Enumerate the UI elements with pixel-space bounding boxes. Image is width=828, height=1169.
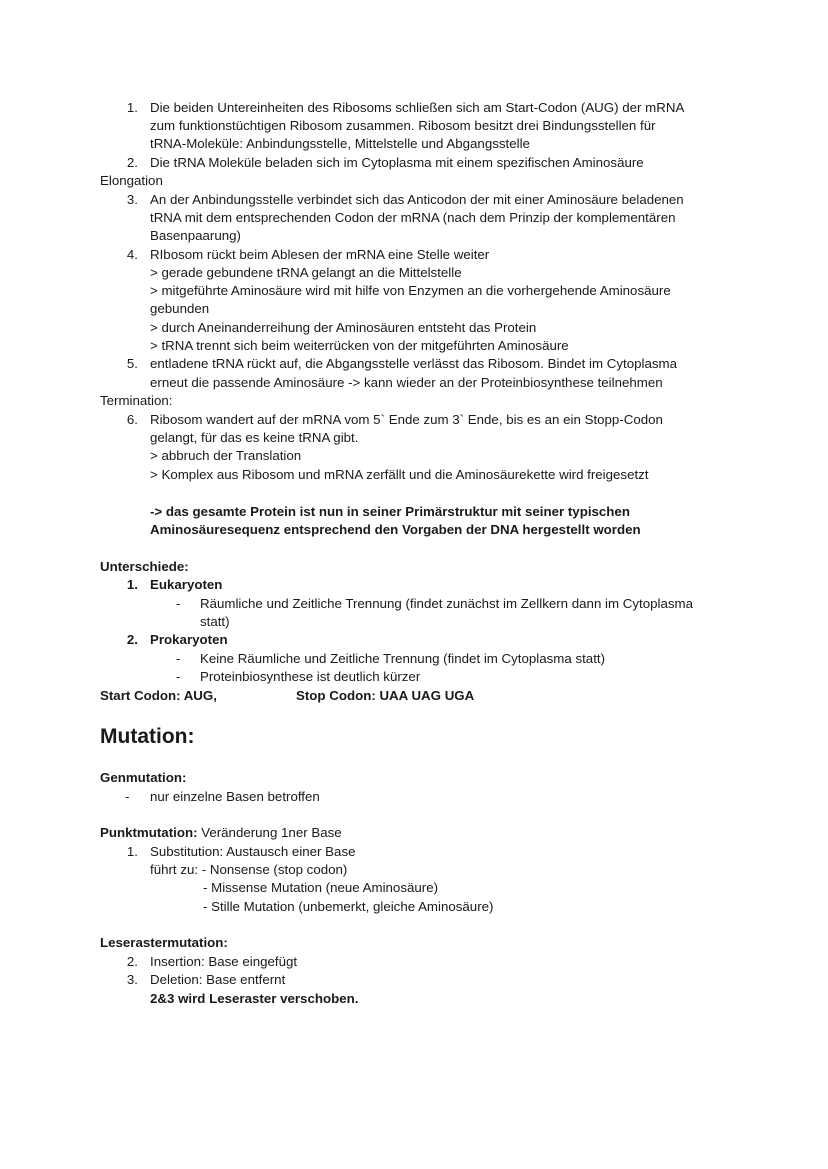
- list-text: RIbosom rückt beim Ablesen der mRNA eine Stelle weiter: [150, 247, 490, 262]
- list-text: zum funktionstüchtigen Ribosom zusammen. Ribosom besitzt drei Bindungsstellen für: [150, 118, 656, 133]
- stop-codon: Stop Codon: UAA UAG UGA: [296, 688, 475, 703]
- elongation-heading: Elongation: [100, 173, 163, 188]
- list-text: > gerade gebundene tRNA gelangt an die Mittelstelle: [150, 265, 462, 280]
- list-text: > abbruch der Translation: [150, 448, 302, 463]
- termination-heading: Termination:: [100, 393, 173, 408]
- list-number: 2.: [126, 954, 138, 969]
- list-text: statt): [200, 614, 230, 629]
- list-text: Die tRNA Moleküle beladen sich im Cytoplasma mit einem spezifischen Aminosäure: [150, 155, 644, 170]
- punktmutation-line: [100, 824, 342, 842]
- punktmutation-label: Punktmutation:: [100, 825, 198, 840]
- conclusion-text: Aminosäuresequenz entsprechend den Vorgaben der DNA hergestellt worden: [150, 522, 641, 537]
- list-text: > tRNA trennt sich beim weiterrücken von der mitgeführten Aminosäure: [150, 338, 569, 353]
- unterschiede-heading: Unterschiede:: [100, 559, 189, 574]
- list-number: 3.: [126, 972, 138, 987]
- list-text: Die beiden Untereinheiten des Ribosoms schließen sich am Start-Codon (AUG) der mRNA: [150, 100, 685, 115]
- list-text: Insertion: Base eingefügt: [150, 954, 298, 969]
- list-number: 4.: [126, 247, 138, 262]
- list-text: erneut die passende Aminosäure -> kann wieder an der Proteinbiosynthese teilnehmen: [150, 375, 663, 390]
- eukaryoten-label: Eukaryoten: [150, 577, 223, 592]
- list-text: tRNA-Moleküle: Anbindungsstelle, Mittelstelle und Abgangsstelle: [150, 136, 530, 151]
- list-text: nur einzelne Basen betroffen: [150, 789, 320, 804]
- list-text: führt zu: - Nonsense (stop codon): [150, 862, 348, 877]
- punktmutation-text: Veränderung 1ner Base: [197, 825, 342, 840]
- list-text: > durch Aneinanderreihung der Aminosäuren entsteht das Protein: [150, 320, 537, 335]
- list-text: Räumliche und Zeitliche Trennung (findet zunächst im Zellkern dann im Cytoplasma: [200, 596, 693, 611]
- list-text: gebunden: [150, 301, 210, 316]
- list-text: Keine Räumliche und Zeitliche Trennung (findet im Cytoplasma statt): [200, 651, 606, 666]
- list-number: 6.: [126, 412, 138, 427]
- dash-bullet: -: [176, 596, 181, 611]
- list-text: An der Anbindungsstelle verbindet sich das Anticodon der mit einer Aminosäure beladenen: [150, 192, 684, 207]
- dash-bullet: -: [125, 789, 130, 804]
- list-number: 2.: [126, 155, 138, 170]
- list-text: Basenpaarung): [150, 228, 241, 243]
- list-text: Substitution: Austausch einer Base: [150, 844, 356, 859]
- list-text: gelangt, für das es keine tRNA gibt.: [150, 430, 359, 445]
- list-text: Proteinbiosynthese ist deutlich kürzer: [200, 669, 421, 684]
- list-number: 2.: [126, 632, 138, 647]
- list-number: 5.: [126, 356, 138, 371]
- list-text: Ribosom wandert auf der mRNA vom 5` Ende zum 3` Ende, bis es an ein Stopp-Codon: [150, 412, 663, 427]
- list-text: > Komplex aus Ribosom und mRNA zerfällt und die Aminosäurekette wird freigesetzt: [150, 467, 649, 482]
- start-codon: Start Codon: AUG,: [100, 688, 217, 703]
- list-number: 1.: [126, 577, 138, 592]
- list-text: - Stille Mutation (unbemerkt, gleiche Aminosäure): [203, 899, 494, 914]
- list-number: 1.: [126, 844, 138, 859]
- list-number: 1.: [126, 100, 138, 115]
- list-text: entladene tRNA rückt auf, die Abgangsstelle verlässt das Ribosom. Bindet im Cytoplasma: [150, 356, 677, 371]
- list-number: 3.: [126, 192, 138, 207]
- dash-bullet: -: [176, 651, 181, 666]
- genmutation-heading: Genmutation:: [100, 770, 187, 785]
- leseraster-note: 2&3 wird Leseraster verschoben.: [150, 991, 359, 1006]
- list-text: Deletion: Base entfernt: [150, 972, 286, 987]
- mutation-title: Mutation:: [100, 725, 195, 748]
- list-text: > mitgeführte Aminosäure wird mit hilfe von Enzymen an die vorhergehende Aminosäure: [150, 283, 671, 298]
- prokaryoten-label: Prokaryoten: [150, 632, 228, 647]
- list-text: - Missense Mutation (neue Aminosäure): [203, 880, 439, 895]
- dash-bullet: -: [176, 669, 181, 684]
- leseraster-heading: Leserastermutation:: [100, 935, 228, 950]
- conclusion-text: -> das gesamte Protein ist nun in seiner Primärstruktur mit seiner typischen: [150, 504, 630, 519]
- list-text: tRNA mit dem entsprechenden Codon der mRNA (nach dem Prinzip der komplementären: [150, 210, 676, 225]
